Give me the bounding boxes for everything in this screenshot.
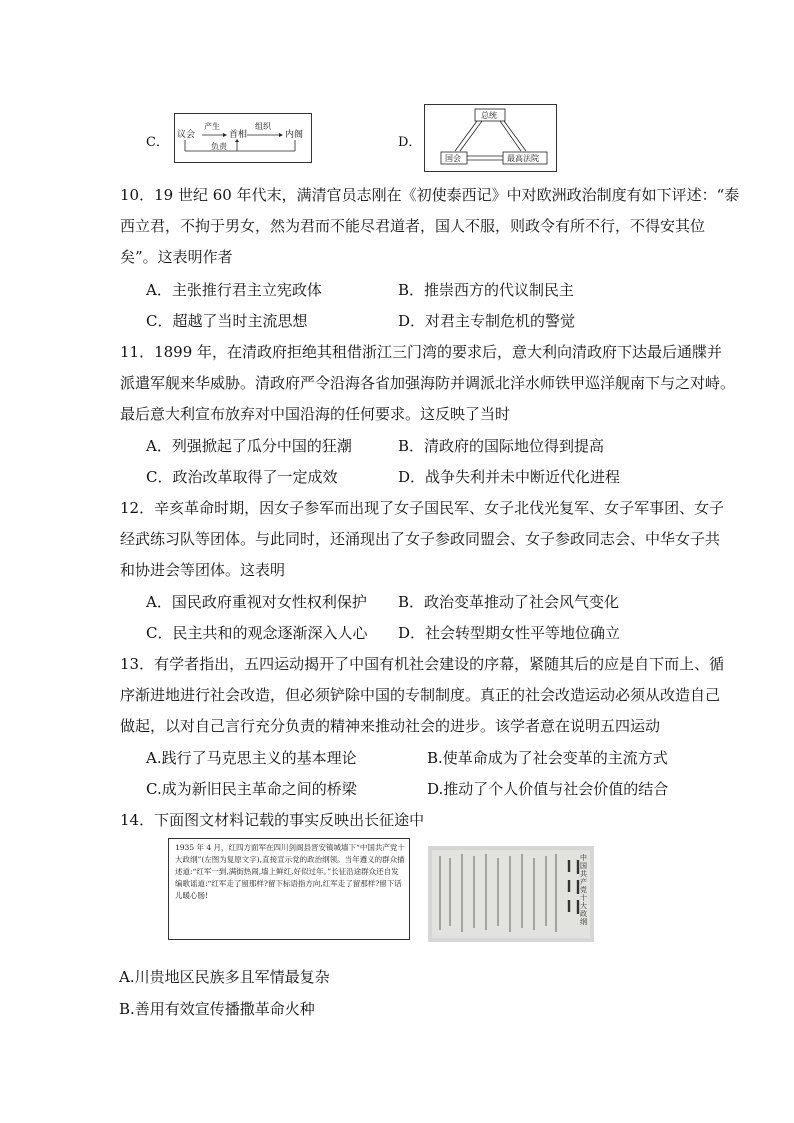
q12-stem-line-3: 和协进会等团体。这表明 xyxy=(120,561,286,579)
q14-option-a[interactable]: A.川贵地区民族多且军情最复杂 xyxy=(119,968,330,986)
q14-text-material-box xyxy=(168,838,410,940)
option-c-label: C． xyxy=(146,135,169,150)
q14-option-b[interactable]: B.善用有效宣传播撒革命火种 xyxy=(119,1000,315,1018)
q14-slogan-photo xyxy=(428,846,594,942)
option-d-label: D． xyxy=(398,135,422,150)
q12-option-d[interactable]: D．社会转型期女性平等地位确立 xyxy=(398,624,621,642)
q14-text-material: 1935 年 4 月，红四方面军在四川剑阁县晋安镇城墙下“中国共产党十大政纲”(左图为复原文字),直接宣示党的政治纲领。当年遵义的群众描述道:“红军一到,满街热闹,墙上鲜红,好似过年。”长征沿途群众还自发编歌谣道:“红军走了留那样?留下标语指方向,红军走了留那样?留下话儿暖心肠! xyxy=(175,843,405,900)
q10-stem-line-3: 矣”。这表明作者 xyxy=(120,248,233,266)
diagram-c-node-pm: 首相 xyxy=(229,130,248,140)
q11-option-a[interactable]: A．列强掀起了瓜分中国的狂潮 xyxy=(146,437,352,455)
q12-option-b[interactable]: B．政治变革推动了社会风气变化 xyxy=(398,593,620,611)
q13-stem-line-1: 13．有学者指出，五四运动揭开了中国有机社会建设的序幕，紧随其后的应是自下而上、循 xyxy=(120,655,725,673)
diagram-d-president: 总统 xyxy=(481,111,497,120)
diagram-c-arrow-organize: 组织 xyxy=(255,122,271,131)
q10-option-d[interactable]: D．对君主专制危机的警觉 xyxy=(398,312,576,330)
diagram-c-arrow-produce: 产生 xyxy=(204,122,220,131)
diagram-d-congress: 国会 xyxy=(445,154,461,163)
q10-option-c[interactable]: C．超越了当时主流思想 xyxy=(146,312,308,330)
q10-option-b[interactable]: B．推崇西方的代议制民主 xyxy=(398,281,575,299)
q11-stem-line-3: 最后意大利宣布放弃对中国沿海的任何要求。这反映了当时 xyxy=(120,405,511,423)
q10-stem-line-1: 10．19 世纪 60 年代末，满清官员志刚在《初使泰西记》中对欧洲政治制度有如下评述：“泰 xyxy=(120,186,740,204)
q13-option-d[interactable]: D.推动了个人价值与社会价值的结合 xyxy=(427,780,669,798)
slogan-wall-texture xyxy=(428,846,594,942)
q12-option-c[interactable]: C．民主共和的观念逐渐深入人心 xyxy=(146,624,368,642)
q13-option-a[interactable]: A.践行了马克思主义的基本理论 xyxy=(146,749,357,767)
slogan-photo-title: 中国共产党十大政纲 xyxy=(580,854,587,926)
q12-option-a[interactable]: A．国民政府重视对女性权利保护 xyxy=(146,593,367,611)
q12-stem-line-1: 12．辛亥革命时期，因女子参军而出现了女子国民军、女子北伐光复军、女子军事团、女子 xyxy=(120,499,725,517)
q11-option-d[interactable]: D．战争失利并未中断近代化进程 xyxy=(398,468,621,486)
q10-option-a[interactable]: A．主张推行君主立宪政体 xyxy=(146,281,322,299)
q10-stem-line-2: 西立君，不拘于男女，然为君而不能尽君道者，国人不服，则政令有所不行，不得安其位 xyxy=(120,217,706,235)
q11-option-c[interactable]: C．政治改革取得了一定成效 xyxy=(146,468,338,486)
diagram-c-node-parliament: 议会 xyxy=(177,130,196,140)
q11-stem-line-1: 11．1899 年，在清政府拒绝其租借浙江三门湾的要求后，意大利向清政府下达最后通牒并 xyxy=(120,343,723,361)
q13-option-b[interactable]: B.使革命成为了社会变革的主流方式 xyxy=(427,749,668,767)
q13-stem-line-2: 序渐进地进行社会改造，但必须铲除中国的专制制度。真正的社会改造运动必须从改造自己 xyxy=(120,686,721,704)
q11-stem-line-2: 派遣军舰来华威胁。清政府严令沿海各省加强海防并调派北洋水师铁甲巡洋舰南下与之对峙。 xyxy=(120,374,736,392)
q13-option-c[interactable]: C.成为新旧民主革命之间的桥梁 xyxy=(146,780,357,798)
diagram-c xyxy=(174,113,312,163)
q12-stem-line-2: 经武练习队等团体。与此同时，还涌现出了女子参政同盟会、女子参政同志会、中华女子共 xyxy=(120,530,721,548)
diagram-d xyxy=(424,104,557,172)
diagram-c-arrow-responsible: 负责 xyxy=(211,142,227,151)
diagram-c-node-cabinet: 内阁 xyxy=(285,130,304,140)
diagram-d-supreme-court: 最高法院 xyxy=(507,154,539,163)
q11-option-b[interactable]: B．清政府的国际地位得到提高 xyxy=(398,437,605,455)
q14-stem-line-1: 14．下面图文材料记载的事实反映出长征途中 xyxy=(120,811,425,829)
q13-stem-line-3: 做起，以对自己言行充分负责的精神来推动社会的进步。该学者意在说明五四运动 xyxy=(120,717,661,735)
